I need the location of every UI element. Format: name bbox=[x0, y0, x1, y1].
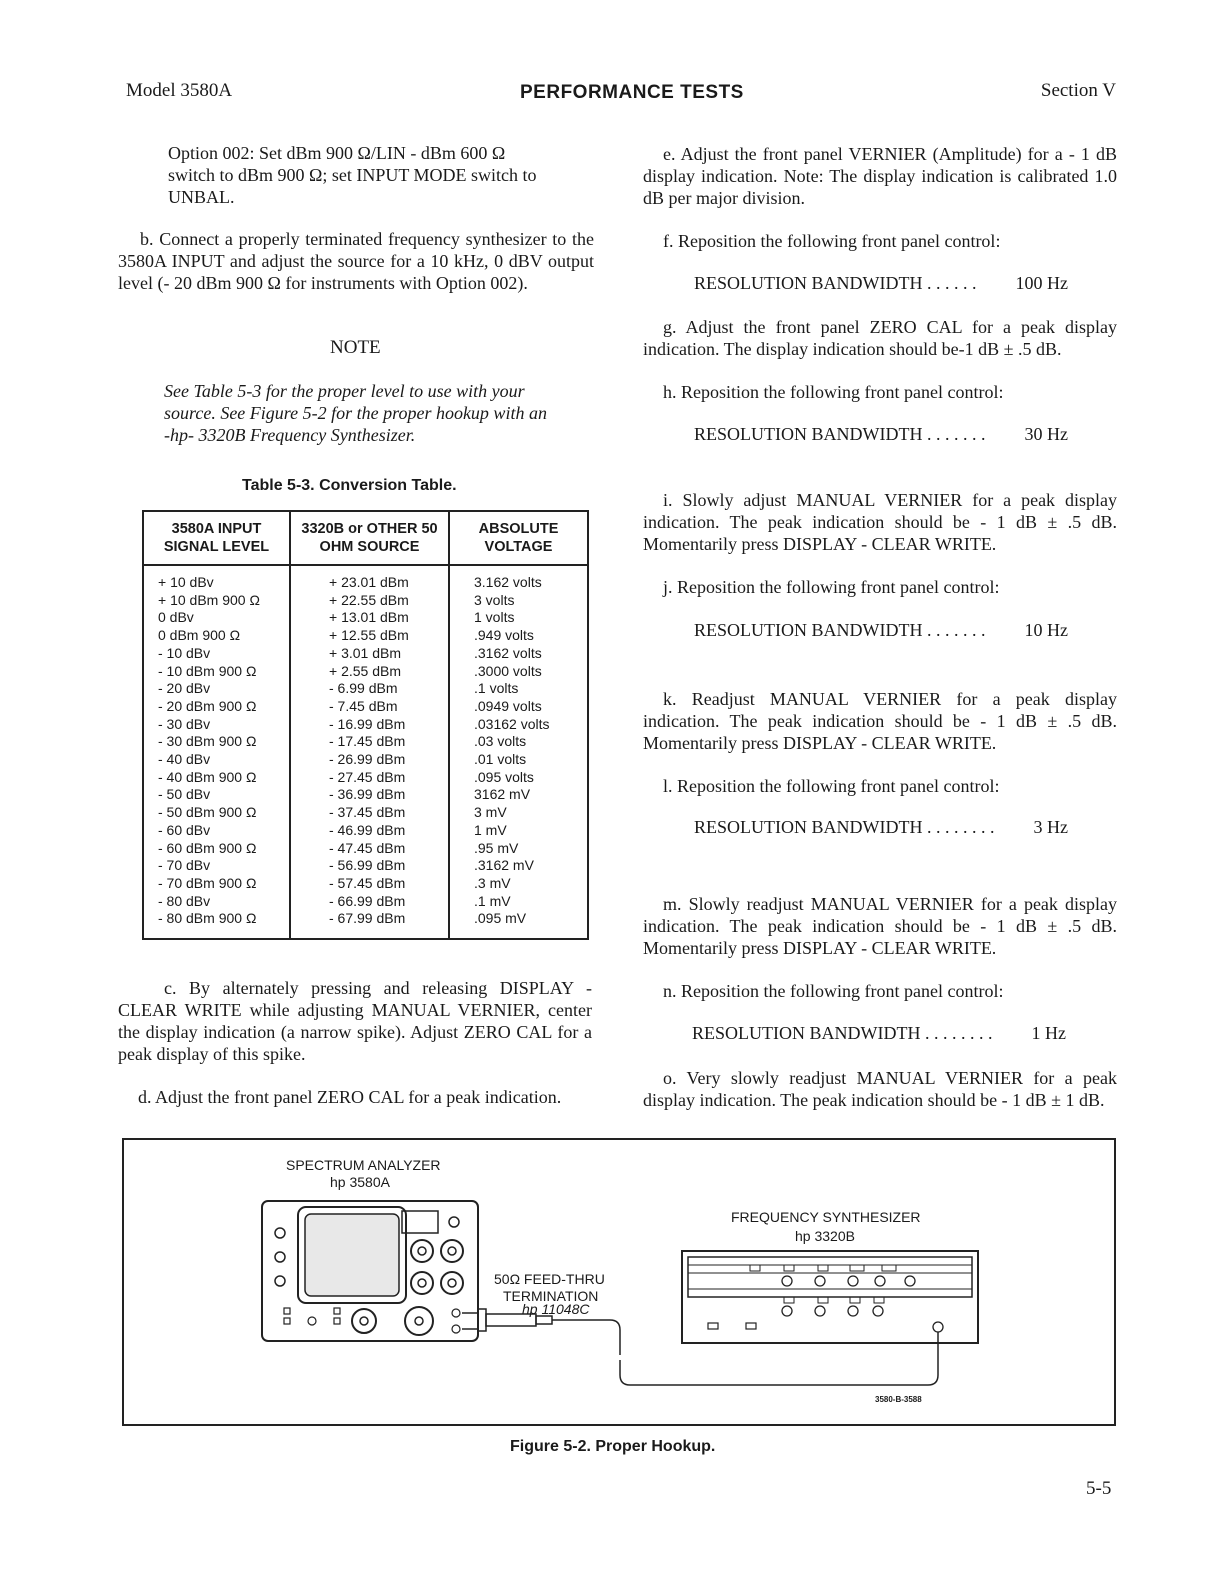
table-cell-input: - 80 dBv bbox=[158, 892, 211, 909]
step-l-paragraph: l. Reposition the following front panel control: bbox=[663, 776, 1000, 796]
figure-code: 3580-B-3588 bbox=[875, 1395, 922, 1404]
table-cell-input: - 60 dBm 900 Ω bbox=[158, 839, 257, 856]
table-cell-source: - 66.99 dBm bbox=[329, 892, 406, 909]
table-cell-source: - 47.45 dBm bbox=[329, 839, 406, 856]
table-cell-voltage: .03 volts bbox=[474, 733, 527, 750]
rb-setting-n: RESOLUTION BANDWIDTH . . . . . . . . 1 Hz bbox=[692, 1023, 1066, 1043]
table-column-voltage bbox=[449, 565, 588, 939]
table-cell-voltage: 3162 mV bbox=[474, 786, 531, 803]
rb-setting-h: RESOLUTION BANDWIDTH . . . . . . . 30 Hz bbox=[694, 424, 1068, 444]
table-cell-voltage: .095 mV bbox=[474, 910, 527, 927]
table-cell-source: - 26.99 dBm bbox=[329, 751, 406, 768]
step-i-paragraph: i. Slowly adjust MANUAL VERNIER for a peak display indication. The peak indication should be - 1 dB ± .5 dB. Momentarily press DISPLAY - CLEAR WRITE. bbox=[643, 490, 1117, 554]
table-cell-input: 0 dBv bbox=[158, 609, 194, 626]
table-column-source bbox=[290, 565, 449, 939]
step-n-paragraph: n. Reposition the following front panel control: bbox=[663, 981, 1004, 1001]
table-cell-input: - 10 dBm 900 Ω bbox=[158, 662, 257, 679]
table-cell-source: + 23.01 dBm bbox=[329, 574, 409, 590]
table-cell-voltage: 3.162 volts bbox=[474, 574, 542, 590]
table-column-input bbox=[143, 565, 290, 939]
table-cell-source: - 27.45 dBm bbox=[329, 768, 406, 785]
table-cell-voltage: 3 volts bbox=[474, 591, 515, 608]
table-cell-input: - 50 dBv bbox=[158, 786, 211, 803]
table-cell-voltage: .949 volts bbox=[474, 627, 534, 644]
termination-label-2: TERMINATION bbox=[503, 1288, 599, 1304]
section-label: Section V bbox=[1040, 80, 1116, 101]
table-cell-input: - 50 dBm 900 Ω bbox=[158, 804, 257, 821]
step-g-paragraph: g. Adjust the front panel ZERO CAL for a peak display indication. The display indication should be-1 dB ± .5 dB. bbox=[643, 317, 1117, 359]
table-cell-source: - 56.99 dBm bbox=[329, 857, 406, 874]
table-cell-voltage: .3 mV bbox=[474, 874, 511, 891]
step-b-paragraph: b. Connect a properly terminated frequency synthesizer to the 3580A INPUT and adjust the source for a 10 kHz, 0 dBV output level (- 20 dBm 900 Ω for instruments with Option 002). bbox=[118, 229, 594, 293]
table-cell-voltage: .3162 mV bbox=[474, 857, 534, 874]
table-cell-source: - 6.99 dBm bbox=[329, 680, 398, 697]
table-cell-voltage: .1 volts bbox=[474, 680, 519, 697]
rb-setting-f: RESOLUTION BANDWIDTH . . . . . . 100 Hz bbox=[694, 273, 1068, 293]
table-cell-voltage: 1 volts bbox=[474, 609, 515, 626]
frequency-synthesizer-drawing bbox=[600, 1245, 990, 1395]
table-cell-voltage: .03162 volts bbox=[474, 715, 550, 732]
rb-setting-l: RESOLUTION BANDWIDTH . . . . . . . . 3 Hz bbox=[694, 817, 1068, 837]
table-cell-input: - 40 dBv bbox=[158, 751, 211, 768]
table-cell-input: - 80 dBm 900 Ω bbox=[158, 910, 257, 927]
table-cell-source: - 37.45 dBm bbox=[329, 804, 406, 821]
table-cell-voltage: .095 volts bbox=[474, 768, 534, 785]
table-cell-voltage: .95 mV bbox=[474, 839, 519, 856]
table-cell-input: - 30 dBm 900 Ω bbox=[158, 733, 257, 750]
step-m-paragraph: m. Slowly readjust MANUAL VERNIER for a peak display indication. The peak indication should be - 1 dB ± .5 dB. Momentarily press DISPLAY - CLEAR WRITE. bbox=[643, 894, 1117, 958]
table-cell-source: - 57.45 dBm bbox=[329, 874, 406, 891]
termination-label-1: 50Ω FEED-THRU bbox=[494, 1271, 605, 1287]
table-cell-voltage: .1 mV bbox=[474, 892, 511, 909]
step-o-paragraph: o. Very slowly readjust MANUAL VERNIER for a peak display indication. The peak indication should be - 1 dB ± 1 dB. bbox=[643, 1068, 1117, 1110]
conversion-table bbox=[142, 510, 589, 940]
step-k-paragraph: k. Readjust MANUAL VERNIER for a peak display indication. The peak indication should be - 1 dB ± .5 dB. Momentarily press DISPLAY - CLEAR WRITE. bbox=[643, 689, 1117, 753]
rb-setting-j: RESOLUTION BANDWIDTH . . . . . . . 10 Hz bbox=[694, 620, 1068, 640]
table-cell-source: - 7.45 dBm bbox=[329, 697, 398, 714]
table-cell-voltage: .3162 volts bbox=[474, 644, 542, 661]
synthesizer-label: FREQUENCY SYNTHESIZER bbox=[731, 1209, 921, 1225]
table-cell-input: - 40 dBm 900 Ω bbox=[158, 768, 257, 785]
table-header-input: 3580A INPUT SIGNAL LEVEL bbox=[143, 511, 290, 565]
model-label: Model 3580A bbox=[126, 80, 233, 101]
termination-model: hp 11048C bbox=[522, 1301, 590, 1317]
analyzer-model: hp 3580A bbox=[330, 1174, 390, 1190]
table-caption: Table 5-3. Conversion Table. bbox=[242, 477, 457, 494]
table-cell-input: - 20 dBm 900 Ω bbox=[158, 697, 257, 714]
table-cell-voltage: .0949 volts bbox=[474, 697, 542, 714]
table-cell-source: - 36.99 dBm bbox=[329, 786, 406, 803]
table-cell-voltage: .3000 volts bbox=[474, 662, 542, 679]
table-cell-source: - 67.99 dBm bbox=[329, 910, 406, 927]
option-002-paragraph: Option 002: Set dBm 900 Ω/LIN - dBm 600 Ω switch to dBm 900 Ω; set INPUT MODE switch to UNBAL. bbox=[168, 143, 537, 207]
table-cell-source: - 17.45 dBm bbox=[329, 733, 406, 750]
step-d-paragraph: d. Adjust the front panel ZERO CAL for a peak indication. bbox=[138, 1087, 562, 1107]
synthesizer-model: hp 3320B bbox=[795, 1228, 855, 1244]
table-cell-input: - 70 dBm 900 Ω bbox=[158, 874, 257, 891]
step-f-paragraph: f. Reposition the following front panel control: bbox=[663, 231, 1001, 251]
table-cell-input: 0 dBm 900 Ω bbox=[158, 627, 241, 644]
table-cell-voltage: 1 mV bbox=[474, 821, 507, 838]
table-cell-input: - 70 dBv bbox=[158, 857, 211, 874]
table-cell-voltage: .01 volts bbox=[474, 751, 527, 768]
table-cell-source: - 46.99 dBm bbox=[329, 821, 406, 838]
table-cell-source: + 3.01 dBm bbox=[329, 644, 401, 661]
table-cell-source: - 16.99 dBm bbox=[329, 715, 406, 732]
table-cell-source: + 12.55 dBm bbox=[329, 627, 409, 644]
note-text: See Table 5-3 for the proper level to use with your source. See Figure 5-2 for the proper hookup with an -hp- 3320B Frequency Synthesizer. bbox=[164, 381, 547, 445]
step-e-paragraph: e. Adjust the front panel VERNIER (Amplitude) for a - 1 dB display indication. Note: The display indication is calibrated 1.0 dB per major division. bbox=[643, 144, 1117, 208]
table-cell-voltage: 3 mV bbox=[474, 804, 507, 821]
table-cell-input: + 10 dBm 900 Ω bbox=[158, 591, 260, 608]
step-h-paragraph: h. Reposition the following front panel control: bbox=[663, 382, 1004, 402]
table-cell-source: + 13.01 dBm bbox=[329, 609, 409, 626]
note-heading: NOTE bbox=[330, 337, 381, 358]
table-header-source: 3320B or OTHER 50 OHM SOURCE bbox=[290, 511, 449, 565]
table-cell-input: - 60 dBv bbox=[158, 821, 211, 838]
analyzer-label: SPECTRUM ANALYZER bbox=[286, 1157, 441, 1173]
table-cell-source: + 22.55 dBm bbox=[329, 591, 409, 608]
step-j-paragraph: j. Reposition the following front panel control: bbox=[663, 577, 1000, 597]
table-cell-input: - 30 dBv bbox=[158, 715, 211, 732]
page-title: PERFORMANCE TESTS bbox=[520, 82, 744, 103]
table-cell-input: - 20 dBv bbox=[158, 680, 211, 697]
step-c-paragraph: c. By alternately pressing and releasing DISPLAY - CLEAR WRITE while adjusting MANUAL VERNIER, center the display indication (a narrow spike). Adjust ZERO CAL for a peak display of this spike. bbox=[118, 978, 592, 1064]
page-number: 5-5 bbox=[1086, 1478, 1112, 1499]
table-header-voltage: ABSOLUTE VOLTAGE bbox=[449, 511, 588, 565]
table-cell-input: - 10 dBv bbox=[158, 644, 211, 661]
figure-caption: Figure 5-2. Proper Hookup. bbox=[510, 1438, 716, 1455]
table-cell-input: + 10 dBv bbox=[158, 574, 214, 590]
table-cell-source: + 2.55 dBm bbox=[329, 662, 401, 679]
